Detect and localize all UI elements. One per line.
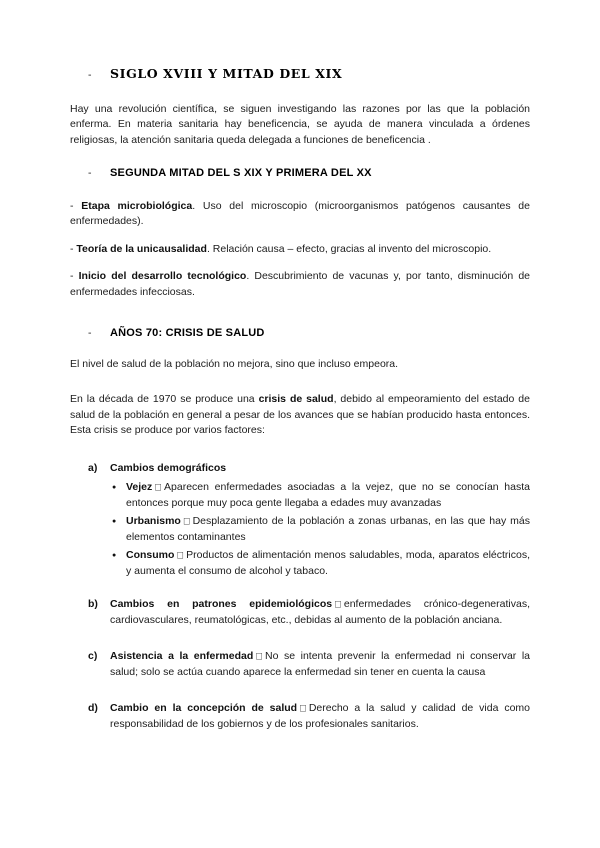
- bullet-text: Productos de alimentación menos saludables, moda, aparatos eléctricos, y aumenta el consumo de alcohol y tabaco.: [126, 549, 530, 577]
- item-text: . Uso del microscopio (microorganismos patógenos causantes de enfermedades).: [70, 199, 530, 227]
- factor-label: d): [88, 702, 98, 714]
- item-dash: -: [70, 270, 79, 282]
- factor-term: Cambio en la concepción de salud: [110, 702, 298, 714]
- missing-glyph-icon: □: [335, 598, 341, 611]
- missing-glyph-icon: □: [256, 650, 263, 663]
- list-item-etapa-microbiologica: [70, 199, 530, 230]
- heading-dash: -: [88, 167, 92, 179]
- factor-title: Cambios demográficos: [110, 461, 227, 474]
- factor-label: c): [88, 650, 98, 662]
- factor-b-row: [88, 597, 530, 628]
- heading-text: AÑOS 70: CRISIS DE SALUD: [110, 327, 265, 339]
- bullet-term: Consumo: [126, 549, 175, 561]
- paragraph-run: , debido al empeoramiento del estado de salud de la población en general a pesar de los avances que se habían producido hasta entonces. Esta crisis se produce por varios factores:: [70, 393, 530, 436]
- bullet-term: Urbanismo: [126, 515, 181, 527]
- list-item-desarrollo-tecnologico: [70, 269, 530, 300]
- bullet-icon: ●: [112, 518, 117, 525]
- bullet-item-vejez: [112, 480, 530, 511]
- missing-glyph-icon: □: [300, 702, 306, 715]
- bullet-icon: ●: [112, 484, 117, 491]
- heading-dash: -: [88, 69, 92, 81]
- paragraph-run: En la década de 1970 se produce una: [70, 393, 259, 405]
- item-term: Teoría de la unicausalidad: [76, 242, 207, 255]
- paragraph-crisis-de-salud: [70, 392, 530, 439]
- list-item-teoria-unicausalidad: [70, 242, 530, 258]
- factor-text: No se intenta prevenir la enfermedad ni conservar la salud; solo se actúa cuando aparece la enfermedad sin tener en cuenta la causa: [110, 650, 530, 678]
- item-term: Etapa microbiológica: [81, 199, 193, 212]
- bullet-item-urbanismo: [112, 514, 530, 545]
- item-dash: -: [70, 199, 82, 212]
- factor-term: Asistencia a la enfermedad: [110, 650, 254, 662]
- heading-dash: -: [88, 327, 92, 339]
- item-text: . Descubrimiento de vacunas y, por tanto, disminución de enfermedades infecciosas.: [70, 270, 531, 298]
- section-heading-segunda-mitad: [88, 166, 530, 182]
- item-term: Inicio del desarrollo tecnológico: [78, 270, 247, 282]
- missing-glyph-icon: □: [177, 549, 184, 562]
- bullet-text: Aparecen enfermedades asociadas a la vejez, que no se conocían hasta entonces porque muy poca gente llegaba a edades muy avanzadas: [126, 481, 530, 509]
- missing-glyph-icon: □: [183, 515, 190, 528]
- paragraph-nivel-de-salud: El nivel de salud de la población no mejora, sino que incluso empeora.: [70, 357, 399, 370]
- bullet-term: Vejez: [126, 481, 153, 493]
- factor-text: enfermedades crónico-degenerativas, cardiovasculares, reumatológicas, etc., debidas al aumento de la población anciana.: [110, 598, 530, 626]
- heading-text: SIGLO XVIII Y MITAD DEL XIX: [110, 66, 343, 81]
- paragraph-bold-run: crisis de salud: [258, 393, 334, 405]
- factor-d-row: [88, 701, 530, 732]
- factor-text: Derecho a la salud y calidad de vida como responsabilidad de los gobiernos y de los profesionales sanitarios.: [110, 702, 530, 730]
- missing-glyph-icon: □: [155, 481, 162, 494]
- bullet-item-consumo: [112, 548, 530, 579]
- factor-a-title-row: [88, 461, 530, 477]
- factor-term: Cambios en patrones epidemiológicos: [110, 598, 333, 610]
- bullet-icon: ●: [112, 552, 117, 559]
- factor-label: a): [88, 461, 98, 474]
- item-dash: -: [70, 242, 77, 255]
- section-heading-siglo-xviii: [88, 66, 530, 84]
- factor-label: b): [88, 598, 98, 610]
- factor-c-row: [88, 649, 530, 680]
- heading-text: SEGUNDA MITAD DEL S XIX Y PRIMERA DEL XX: [110, 167, 372, 179]
- item-text: . Relación causa – efecto, gracias al invento del microscopio.: [206, 242, 492, 255]
- paragraph-revolucion-cientifica: Hay una revolución científica, se siguen investigando las razones por las que la población enferma. En materia sanitaria hay beneficencia, se ayuda de manera vinculada a órdenes religiosas, la atención sanitaria queda delegada a funciones de beneficencia .: [70, 102, 530, 146]
- bullet-text: Desplazamiento de la población a zonas urbanas, en las que hay más elementos contaminantes: [126, 515, 530, 543]
- factor-a-block: [70, 461, 530, 580]
- section-heading-anos-70: [88, 326, 530, 342]
